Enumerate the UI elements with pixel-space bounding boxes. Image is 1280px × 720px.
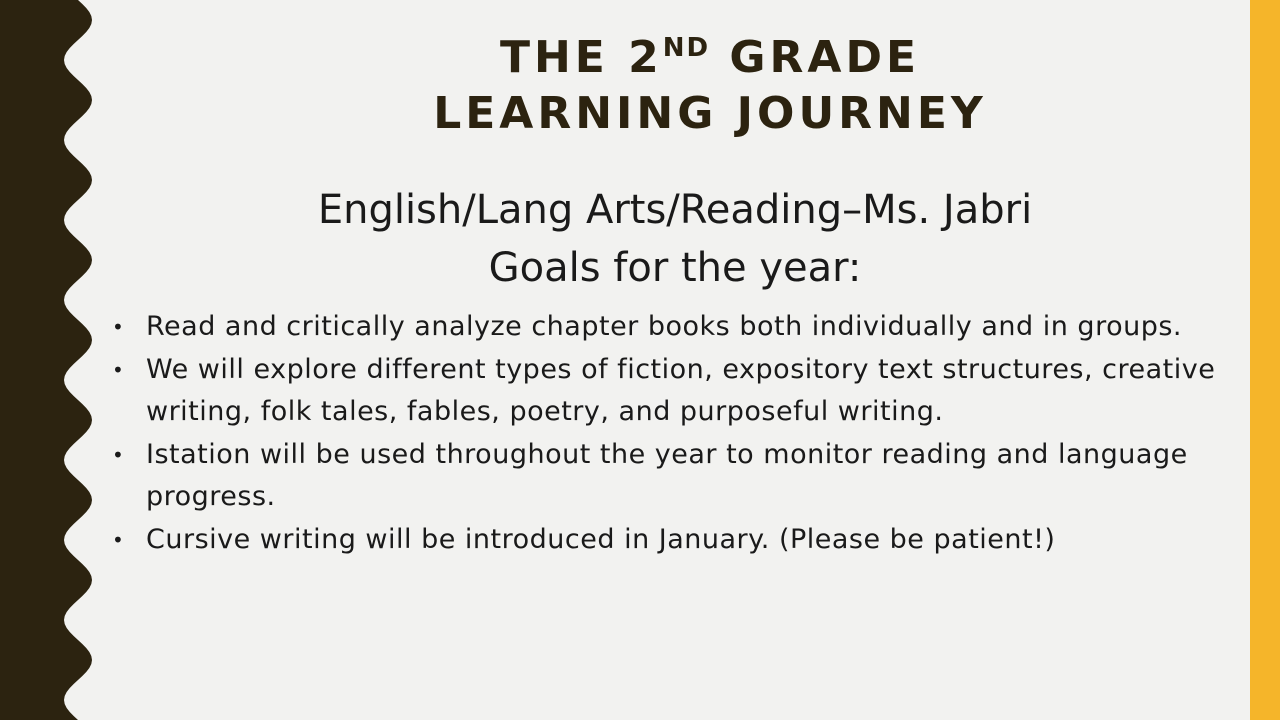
title-superscript: ND (662, 33, 711, 63)
bullet-icon: • (112, 358, 125, 382)
title-line-2: LEARNING JOURNEY (433, 88, 987, 139)
goals-heading: Goals for the year: (488, 245, 862, 291)
list-item-text: Read and critically analyze chapter books both individually and in groups. (146, 311, 1182, 342)
bullet-icon: • (112, 315, 125, 339)
slide-title (300, 30, 1120, 142)
list-item (108, 519, 1228, 561)
list-item (108, 306, 1228, 348)
list-item-text: Istation will be used throughout the year to monitor reading and language progress. (146, 439, 1188, 512)
list-item (108, 349, 1228, 433)
list-item-text: We will explore different types of fiction, expository text structures, creative writing, folk tales, fables, poetry, and purposeful writing. (146, 354, 1216, 427)
subject-subtitle: English/Lang Arts/Reading–Ms. Jabri (317, 187, 1033, 233)
bullet-icon: • (112, 443, 125, 467)
title-line-1: THE 2ND GRADE (499, 32, 921, 83)
wavy-left-border (0, 0, 100, 720)
bullet-icon: • (112, 528, 125, 552)
right-accent-bar (1250, 0, 1280, 720)
list-item-text: Cursive writing will be introduced in January. (Please be patient!) (146, 524, 1056, 555)
goals-list (108, 306, 1228, 562)
list-item (108, 434, 1228, 518)
